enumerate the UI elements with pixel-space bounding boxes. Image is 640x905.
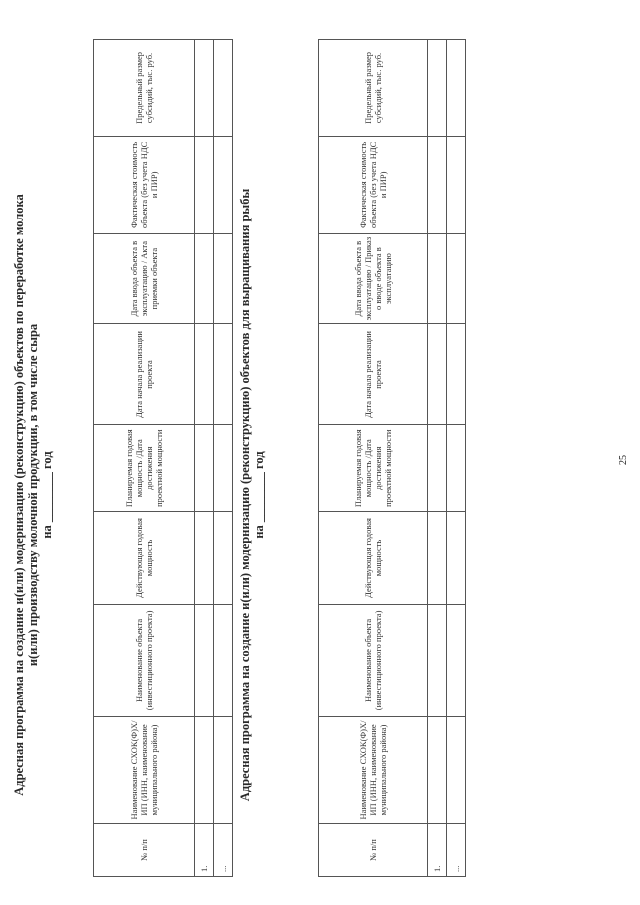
header-cell-number: № п/п: [94, 824, 195, 877]
table-cell: [428, 136, 447, 233]
table-cell: [214, 512, 233, 605]
row-number-cell: 1.: [428, 824, 447, 877]
table-row: [214, 40, 233, 877]
table-cell: [428, 604, 447, 716]
section2-title-line: Адресная программа на создание и(или) модернизацию (реконструкцию) объектов для выращивания рыбы: [238, 188, 252, 802]
header-cell-commission-date: Дата ввода объекта в эксплуатацию / Акта приемки объекта: [94, 233, 195, 324]
table-cell: [214, 233, 233, 324]
table-cell: [214, 136, 233, 233]
table-cell: [447, 425, 466, 512]
table-row: [447, 40, 466, 877]
table-cell: [195, 425, 214, 512]
row-number-cell: ...: [447, 824, 466, 877]
section1-table: [93, 39, 233, 877]
table-cell: [195, 324, 214, 425]
section2-table: [318, 39, 466, 877]
section1-title: [12, 125, 54, 865]
table-cell: [214, 604, 233, 716]
header-cell-start-date: Дата начала реализации проекта: [319, 324, 428, 425]
section2-title-line: на ________ год: [252, 451, 266, 539]
table-row: [428, 40, 447, 877]
table-cell: [447, 716, 466, 823]
header-cell-subsidy-limit: Предельный размер субсидий, тыс. руб.: [319, 40, 428, 137]
table-cell: [447, 324, 466, 425]
table-cell: [195, 136, 214, 233]
table-cell: [428, 512, 447, 605]
table-cell: [428, 40, 447, 137]
header-cell-actual-cost: Фактическая стоимость объекта (без учета НДС и ПИР): [94, 136, 195, 233]
table-cell: [214, 425, 233, 512]
table-cell: [447, 604, 466, 716]
section1-title-line: Адресная программа на создание и(или) модернизацию (реконструкцию) объектов по переработке молока: [12, 194, 26, 796]
table-cell: [195, 233, 214, 324]
table-header-row: [319, 40, 428, 877]
table-cell: [428, 716, 447, 823]
header-cell-number: № п/п: [319, 824, 428, 877]
table-cell: [428, 324, 447, 425]
section1-title-line: и(или) производству молочной продукции, в том числе сыра: [26, 323, 40, 667]
table-cell: [447, 512, 466, 605]
table-header-row: [94, 40, 195, 877]
header-cell-subsidy-limit: Предельный размер субсидий, тыс. руб.: [94, 40, 195, 137]
table-cell: [195, 604, 214, 716]
header-cell-organization: Наименование СХОК(Ф)Х/ИП (ИНН, наименование муниципального района): [94, 716, 195, 823]
header-cell-actual-cost: Фактическая стоимость объекта (без учета НДС и ПИР): [319, 136, 428, 233]
table-cell: [447, 136, 466, 233]
header-cell-commission-date: Дата ввода объекта в эксплуатацию / Приказ о вводе объекта в эксплуатацию: [319, 233, 428, 324]
header-cell-planned-capacity: Планируемая годовая мощность /Дата достижения проектной мощности: [94, 425, 195, 512]
page-number: 25: [618, 455, 629, 465]
header-cell-start-date: Дата начала реализации проекта: [94, 324, 195, 425]
row-number-cell: 1.: [195, 824, 214, 877]
header-cell-organization: Наименование СХОК(Ф)Х/ИП (ИНН, наименование муниципального района): [319, 716, 428, 823]
header-cell-current-capacity: Действующая годовая мощность: [319, 512, 428, 605]
section2-title: [238, 125, 266, 865]
table-cell: [195, 716, 214, 823]
table-cell: [428, 233, 447, 324]
table-row: [195, 40, 214, 877]
row-number-cell: ...: [214, 824, 233, 877]
header-cell-current-capacity: Действующая годовая мощность: [94, 512, 195, 605]
table-cell: [195, 512, 214, 605]
section1-title-line: на ________ год: [40, 451, 54, 539]
table-cell: [214, 40, 233, 137]
header-cell-planned-capacity: Планируемая годовая мощность /Дата достижения проектной мощности: [319, 425, 428, 512]
table-cell: [214, 324, 233, 425]
table-cell: [214, 716, 233, 823]
table-cell: [447, 233, 466, 324]
header-cell-object-name: Наименование объекта (инвестиционного проекта): [94, 604, 195, 716]
table-cell: [195, 40, 214, 137]
table-cell: [447, 40, 466, 137]
header-cell-object-name: Наименование объекта (инвестиционного проекта): [319, 604, 428, 716]
table-cell: [428, 425, 447, 512]
